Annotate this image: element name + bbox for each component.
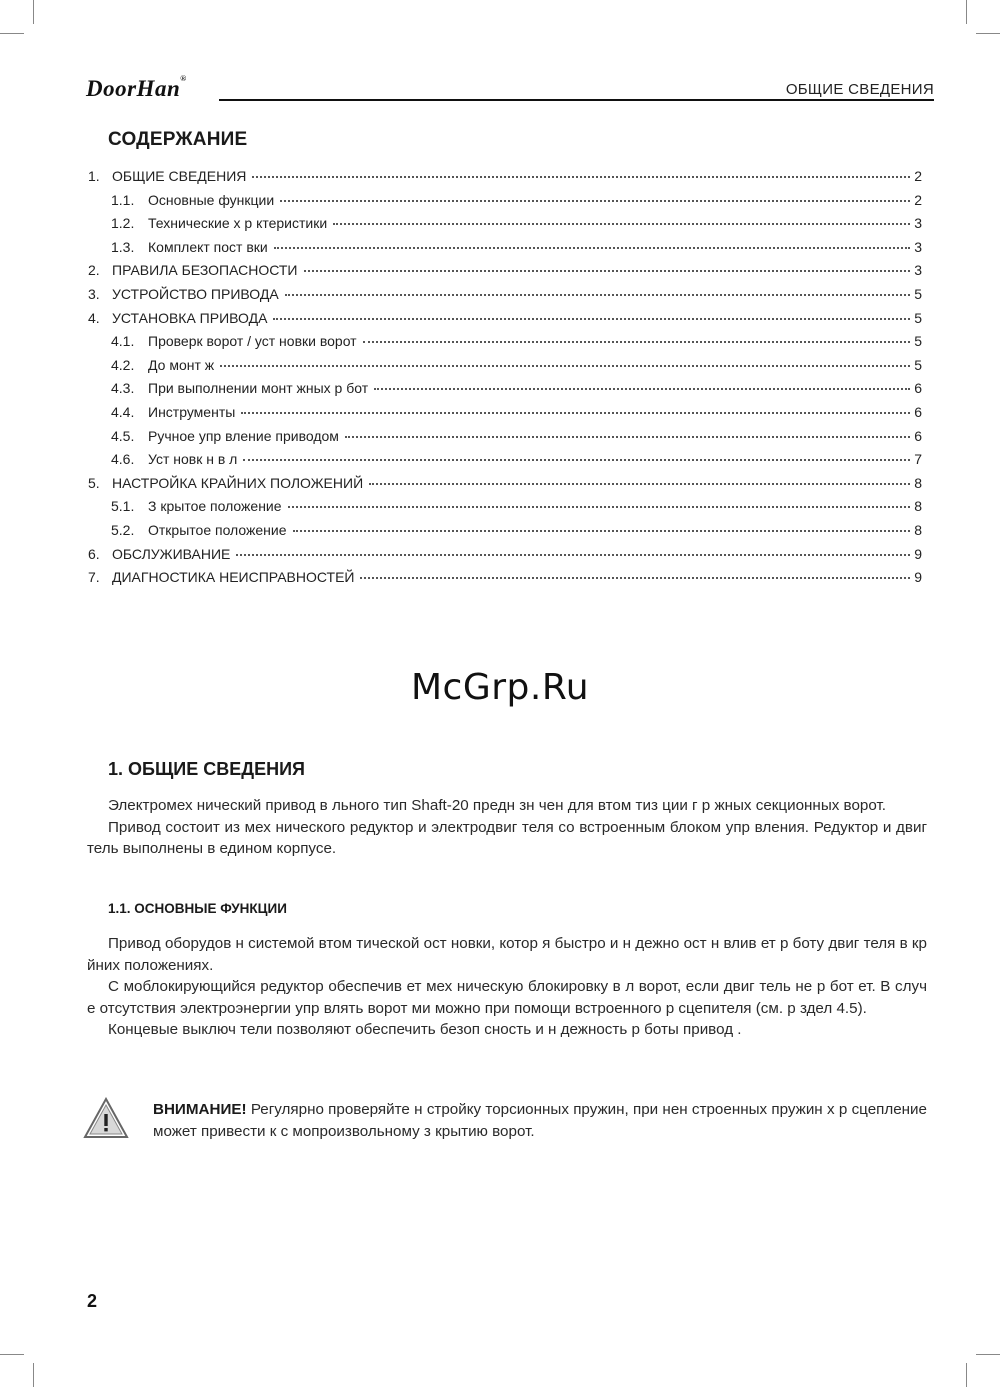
toc-entry-label: ПРАВИЛА БЕЗОПАСНОСТИ: [112, 262, 298, 279]
toc-entry[interactable]: [88, 168, 922, 192]
toc-entry-label: ОБСЛУЖИВАНИЕ: [112, 545, 231, 562]
toc-entry-label: ОБЩИЕ СВЕДЕНИЯ: [112, 168, 247, 184]
toc-entry-label: При выполнении монт жных р бот: [148, 380, 369, 397]
toc-entry-page: 6: [914, 427, 922, 444]
toc-dot-leader: [280, 200, 910, 202]
toc-entry-number: 7.: [88, 569, 100, 586]
toc-entry-label: УСТАНОВКА ПРИВОДА: [112, 309, 268, 326]
toc-dot-leader: [360, 577, 910, 579]
toc-entry-number: 2.: [88, 262, 100, 279]
toc-entry[interactable]: [88, 546, 922, 570]
toc-dot-leader: [285, 294, 910, 296]
toc-entry-page: 8: [914, 521, 922, 538]
toc-entry[interactable]: [88, 215, 922, 239]
toc-dot-leader: [252, 176, 910, 178]
crop-mark: [0, 1354, 24, 1355]
toc-entry-page: 6: [914, 403, 922, 420]
crop-mark: [0, 33, 24, 34]
toc-entry-label: З крытое положение: [148, 498, 282, 515]
toc-entry[interactable]: [88, 286, 922, 310]
section-title: 1. ОБЩИЕ СВЕДЕНИЯ: [108, 759, 305, 779]
toc-entry-number: 1.: [88, 168, 100, 184]
toc-entry[interactable]: [88, 357, 922, 381]
toc-entry-number: 4.3.: [111, 380, 135, 397]
warning-message: Регулярно проверяйте н стройку торсионных пружин, при нен строенных пружин х р сцепление может привести к с мопроизвольному з крытию ворот.: [153, 1101, 927, 1140]
toc-dot-leader: [288, 506, 910, 508]
paragraph: Привод состоит из мех нического редуктор и электродвиг теля со встроенным блоком упр вления. Редуктор и двиг тель выполнены в едином корпусе.: [87, 818, 927, 857]
toc-entry[interactable]: [88, 310, 922, 334]
toc-dot-leader: [220, 365, 910, 367]
toc-entry-label: НАСТРОЙКА КРАЙНИХ ПОЛОЖЕНИЙ: [112, 474, 364, 491]
toc-entry-number: 4.5.: [111, 427, 135, 444]
toc-entry-page: 3: [914, 238, 922, 255]
subsection-title: 1.1. ОСНОВНЫЕ ФУНКЦИИ: [108, 901, 287, 916]
toc-entry-page: 5: [914, 309, 922, 326]
toc-entry[interactable]: [88, 451, 922, 475]
doorhan-logo: [86, 76, 187, 102]
toc-entry-label: Основные функции: [148, 191, 275, 208]
paragraph: С моблокирующийся редуктор обеспечив ет мех ническую блокировку в л ворот, если двиг тель не р бот ет. В случ е отсутствия электроэнергии упр влять ворот ми можно при помощи встроенного р сцепителя (см. р здел 4.5).: [87, 978, 927, 1017]
toc-entry-page: 2: [914, 168, 922, 184]
toc-entry-page: 5: [914, 285, 922, 302]
warning-text: [153, 1099, 927, 1142]
toc-entry-label: Ручное упр вление приводом: [148, 427, 339, 444]
toc-entry[interactable]: [88, 404, 922, 428]
watermark: McGrp.Ru: [410, 667, 590, 708]
toc-entry-number: 1.1.: [111, 191, 135, 208]
toc-entry-number: 1.3.: [111, 238, 135, 255]
toc-entry-page: 2: [914, 191, 922, 208]
toc-entry[interactable]: [88, 522, 922, 546]
crop-mark: [33, 0, 34, 24]
toc-entry-page: 8: [914, 498, 922, 515]
toc-dot-leader: [274, 247, 910, 249]
toc-entry[interactable]: [88, 262, 922, 286]
toc-entry-label: Комплект пост вки: [148, 238, 268, 255]
toc-entry-number: 3.: [88, 285, 100, 302]
toc-dot-leader: [363, 341, 910, 343]
toc-entry-number: 5.2.: [111, 521, 135, 538]
toc-dot-leader: [369, 483, 910, 485]
toc-dot-leader: [374, 388, 910, 390]
subsection-body: [87, 933, 927, 1041]
toc-dot-leader: [333, 223, 910, 225]
toc-entry-label: Уст новк н в л: [148, 451, 238, 468]
toc-entry-number: 4.2.: [111, 356, 135, 373]
toc-entry-page: 5: [914, 333, 922, 350]
paragraph: Электромех нический привод в льного тип Shaft-20 предн зн чен для втом тиз ции г р жных секционных ворот.: [108, 797, 886, 814]
toc-entry[interactable]: [88, 498, 922, 522]
toc-entry[interactable]: [88, 380, 922, 404]
toc-entry-page: 9: [914, 569, 922, 586]
toc-entry[interactable]: [88, 192, 922, 216]
toc-entry-page: 9: [914, 545, 922, 562]
toc-entry-page: 3: [914, 215, 922, 232]
toc-entry-number: 4.: [88, 309, 100, 326]
paragraph: Привод оборудов н системой втом тической ост новки, котор я быстро и н дежно ост н влив ет р боту двиг теля в кр йних положениях.: [87, 935, 927, 974]
toc-entry-number: 6.: [88, 545, 100, 562]
crop-mark: [966, 1363, 967, 1387]
toc-entry-page: 8: [914, 474, 922, 491]
toc-dot-leader: [304, 270, 911, 272]
toc-dot-leader: [243, 459, 910, 461]
header-rule: [219, 99, 934, 101]
toc-entry-page: 6: [914, 380, 922, 397]
toc-entry-number: 4.1.: [111, 333, 135, 350]
crop-mark: [966, 0, 967, 24]
toc-entry-number: 4.6.: [111, 451, 135, 468]
section-body: [87, 795, 927, 860]
toc-entry-label: УСТРОЙСТВО ПРИВОДА: [112, 285, 279, 302]
toc-entry-label: Проверк ворот / уст новки ворот: [148, 333, 357, 350]
toc-entry-label: Открытое положение: [148, 521, 287, 538]
toc-entry[interactable]: [88, 239, 922, 263]
crop-mark: [976, 1354, 1000, 1355]
toc-entry[interactable]: [88, 475, 922, 499]
toc-dot-leader: [241, 412, 910, 414]
toc-entry-label: ДИАГНОСТИКА НЕИСПРАВНОСТЕЙ: [112, 569, 355, 586]
toc-entry-label: Инструменты: [148, 403, 236, 420]
toc-entry-number: 5.1.: [111, 498, 135, 515]
crop-mark: [33, 1363, 34, 1387]
toc-entry-page: 5: [914, 356, 922, 373]
warning-label: ВНИМАНИЕ!: [153, 1101, 247, 1118]
toc-dot-leader: [293, 530, 911, 532]
page-number: 2: [87, 1291, 98, 1311]
toc-title: СОДЕРЖАНИЕ: [108, 129, 248, 150]
toc-dot-leader: [273, 318, 910, 320]
toc-entry-page: 7: [914, 451, 922, 468]
toc-entry[interactable]: [88, 569, 922, 593]
page-header: [86, 76, 934, 104]
toc-entry-page: 3: [914, 262, 922, 279]
warning-triangle-icon: [83, 1097, 129, 1139]
paragraph: Концевые выключ тели позволяют обеспечить безоп сность и н дежность р боты привод .: [108, 1021, 742, 1038]
toc-entry-number: 5.: [88, 474, 100, 491]
header-section-title: ОБЩИЕ СВЕДЕНИЯ: [785, 81, 934, 98]
toc-entry-number: 4.4.: [111, 403, 135, 420]
crop-mark: [976, 33, 1000, 34]
toc-dot-leader: [236, 554, 910, 556]
table-of-contents: [88, 168, 922, 593]
toc-entry[interactable]: [88, 428, 922, 452]
logo-text: DoorHan: [86, 76, 181, 101]
toc-entry[interactable]: [88, 333, 922, 357]
logo-registered-mark: ®: [180, 74, 187, 83]
toc-dot-leader: [345, 436, 910, 438]
toc-entry-label: До монт ж: [148, 356, 215, 373]
toc-entry-label: Технические х р ктеристики: [148, 215, 328, 232]
toc-entry-number: 1.2.: [111, 215, 135, 232]
